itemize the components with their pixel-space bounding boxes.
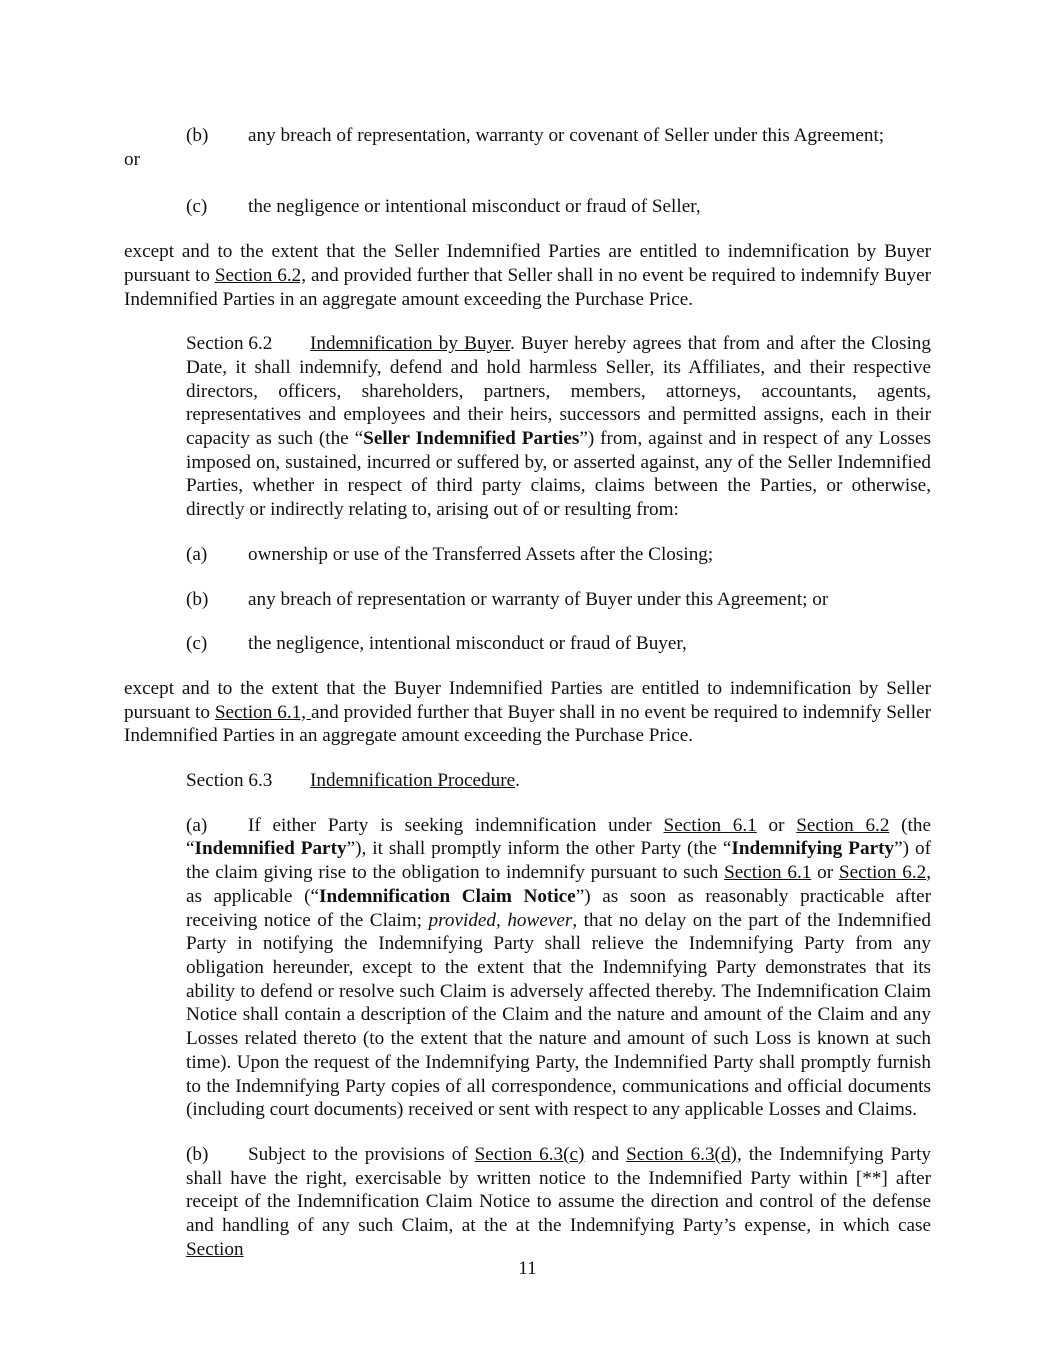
item-text: ownership or use of the Transferred Assets after the Closing;: [248, 543, 714, 565]
paragraph-6-1-except: [124, 240, 931, 311]
document-page: [124, 124, 931, 1261]
item-text: the negligence, intentional misconduct or fraud of Buyer,: [248, 633, 687, 655]
section-number: Section 6.3: [186, 770, 273, 792]
text-run: (the “: [186, 814, 931, 860]
text-run: except and to the extent that the Seller Indemnified Parties are entitled to indemnification by Buyer pursuant to: [124, 241, 931, 286]
section-reference: Section 6.2: [796, 814, 890, 836]
defined-term: Indemnification Claim Notice: [319, 885, 576, 907]
text-run: , the Indemnifying Party shall have the right, exercisable by written notice to the Indemnified Party within [**] after receipt of the Indemnification Claim Notice to assume the direction and control of the defense and handling of any such Claim, at the at the Indemnifying Party’s expense, in which case: [186, 1143, 931, 1237]
item-label: (a): [186, 543, 208, 565]
paragraph-6-3-a: [124, 814, 931, 1122]
paragraph-section-6-2: [124, 332, 931, 522]
section-reference: Section 6.1,: [214, 701, 311, 723]
paragraph-6-2-except: [124, 677, 931, 748]
text-run: or: [756, 814, 797, 836]
page-number: 11: [518, 1258, 537, 1279]
list-item-6-2-c: [124, 632, 931, 656]
section-reference: Section 6.3(d): [626, 1143, 737, 1165]
text-run: ”) from, against and in respect of any Losses imposed on, sustained, incurred or suffered by, or asserted against, any of the Seller Indemnified Parties, whether in respect of third party claims, claims between the Parties, or otherwise, directly or indirectly relating to, arising out of or resulting from:: [186, 428, 931, 521]
section-reference: Section 6.1: [663, 814, 757, 836]
section-number: Section 6.2: [186, 333, 273, 355]
text-run: If either Party is seeking indemnification under: [248, 814, 664, 836]
item-label: (b): [186, 125, 209, 146]
text-run: and: [584, 1143, 627, 1165]
text-run: , that no delay on the part of the Indemnified Party in notifying the Indemnifying Party shall relieve the Indemnifying Party from any obligation hereunder, except to the extent that the Indemnifying Party demonstrates that its ability to defend or resolve such Claim is adversely affected thereby. The Indemnification Claim Notice shall contain a description of the Claim and the nature and amount of the Claim and any Losses related thereto (to the extent that the nature and amount of such Loss is known at such time). Upon the request of the Indemnifying Party, the Indemnified Party shall promptly furnish to the Indemnifying Party copies of all correspondence, communications and official documents (including court documents) received or sent with respect to any applicable Losses and Claims.: [186, 909, 931, 1121]
list-item-tail-or: or: [124, 148, 140, 170]
section-heading: Indemnification by Buyer: [310, 333, 511, 355]
text-run: and provided further that Seller shall in no event be required to indemnify Buyer Indemnified Parties in an aggregate amount exceeding the Purchase Price.: [124, 264, 931, 310]
text-run: ”), it shall promptly inform the other Party (the “: [346, 838, 732, 860]
item-text: the negligence or intentional misconduct or fraud of Seller,: [248, 196, 701, 218]
section-reference: Section 6.2: [838, 862, 927, 884]
list-item-6-2-a: [124, 543, 931, 567]
text-run: Subject to the provisions of: [248, 1143, 475, 1165]
defined-term: Seller Indemnified Parties: [363, 428, 580, 450]
section-reference: Section 6.1: [724, 862, 812, 884]
item-text: any breach of representation, warranty or covenant of Seller under this Agreement;: [248, 125, 885, 146]
item-label: (b): [186, 588, 209, 610]
defined-term: Indemnified Party: [194, 838, 347, 860]
list-item-6-1-b: [124, 124, 931, 148]
text-run: except and to the extent that the Buyer Indemnified Parties are entitled to indemnification by Seller pursuant to: [124, 677, 931, 723]
section-reference: Section 6.3(c): [474, 1143, 585, 1165]
text-run: , as applicable (“: [186, 862, 932, 907]
section-reference: Section 6.2,: [214, 264, 307, 286]
item-text: any breach of representation or warranty of Buyer under this Agreement; or: [248, 588, 829, 610]
text-run: ”) of the claim giving rise to the obligation to indemnify pursuant to such: [186, 838, 931, 884]
paragraph-6-3-b: [124, 1143, 931, 1262]
italic-text: provided, however: [428, 909, 573, 931]
item-label: (b): [186, 1143, 209, 1165]
list-item-6-2-b: [124, 588, 931, 612]
item-label: (a): [186, 814, 208, 836]
list-item-6-1-c: [124, 195, 931, 219]
text-run: . Buyer hereby agrees that from and after the Closing Date, it shall indemnify, defend and hold harmless Seller, its Affiliates, and their respective directors, officers, shareholders, partners, members, attorneys, accountants, agents, representatives and employees and their heirs, successors and permitted assigns, each in their capacity as such (the “: [186, 333, 931, 450]
section-heading: Indemnification Procedure: [310, 770, 516, 792]
defined-term: Indemnifying Party: [731, 838, 895, 860]
text-run: .: [515, 770, 520, 792]
paragraph-section-6-3: [124, 769, 931, 793]
section-reference: Section: [186, 1238, 244, 1260]
text-run: ”) as soon as reasonably practicable after receiving notice of the Claim;: [186, 885, 931, 931]
text-run: or: [811, 862, 839, 884]
item-label: (c): [186, 633, 208, 655]
text-run: and provided further that Buyer shall in no event be required to indemnify Seller Indemnified Parties in an aggregate amount exceeding the Purchase Price.: [124, 701, 931, 747]
item-label: (c): [186, 196, 208, 218]
